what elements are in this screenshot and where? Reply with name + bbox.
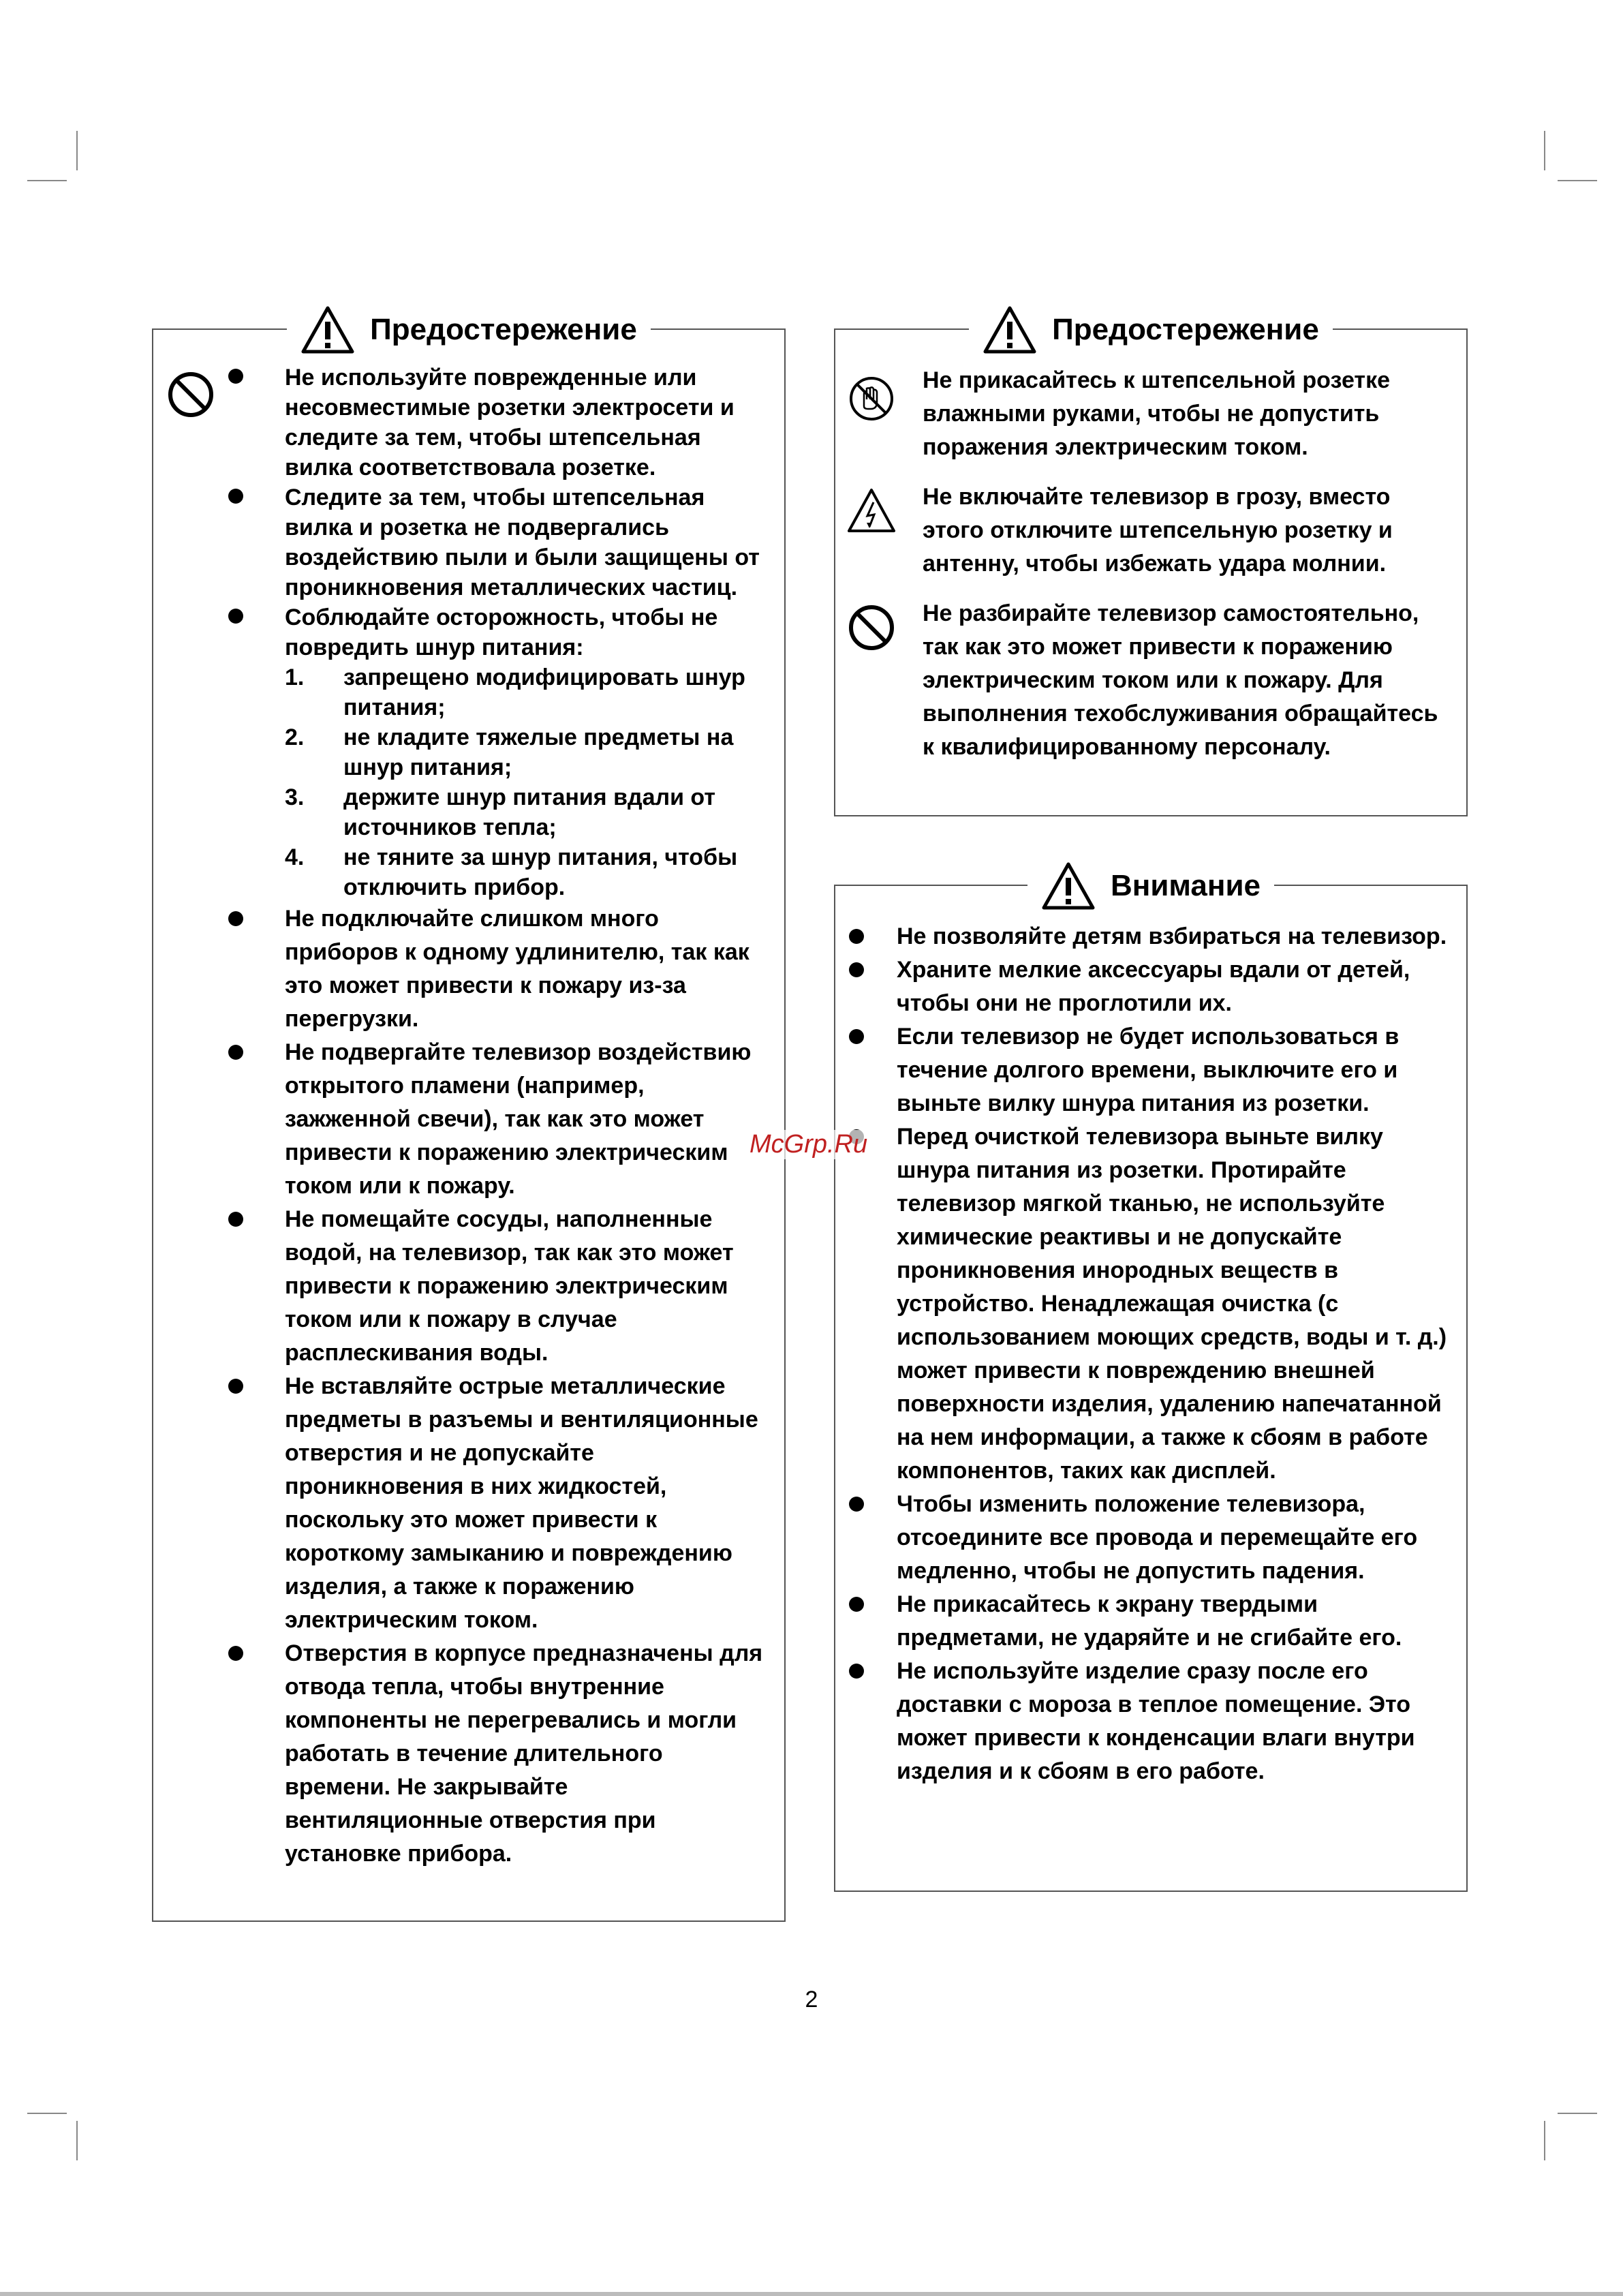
bullet-icon xyxy=(228,1379,243,1394)
list-item: Не прикасайтесь к штепсельной розетке влажными руками, чтобы не допустить поражения электрическим током. xyxy=(835,364,1466,464)
sub-item: 2. не кладите тяжелые предметы на шнур питания; xyxy=(285,724,734,780)
crop-mark xyxy=(76,131,78,170)
crop-mark xyxy=(27,2113,67,2114)
list-item: Перед очисткой телевизора выньте вилку шнура питания из розетки. Протирайте телевизор мягкой тканью, не используйте химические реактивы и не допускайте проникновения инородных веществ в устройство. Ненадлежащая очистка (с использованием моющих средств, воды и т. д.) может привести к повреждению внешней поверхности изделия, удалению напечатанной на нем информации, а также к сбоям в работе компонентов, таких как дисплей. xyxy=(835,1120,1466,1488)
crop-mark xyxy=(1544,131,1545,170)
right-caution-box xyxy=(834,313,1468,816)
bullet-icon xyxy=(228,609,243,624)
right-caution-list xyxy=(835,364,1466,764)
sub-item: 3. держите шнур питания вдали от источников тепла; xyxy=(285,784,716,840)
bullet-icon xyxy=(849,1497,864,1512)
right-caution-title xyxy=(835,300,1466,360)
list-item: Храните мелкие аксессуары вдали от детей, чтобы они не проглотили их. xyxy=(835,953,1466,1020)
lightning-warning-icon xyxy=(846,487,897,534)
list-item: Не используйте поврежденные или несовместимые розетки электросети и следите за тем, чтобы штепсельная вилка соответствовала розетке. xyxy=(153,363,784,483)
list-item: Не подвергайте телевизор воздействию открытого пламени (например, зажженной свечи), так как это может привести к поражению электрическим током или к пожару. xyxy=(153,1036,784,1203)
list-item: Не разбирайте телевизор самостоятельно, так как это может привести к поражению электрическим током или к пожару. Для выполнения техобслуживания обращайтесь к квалифицированному персоналу. xyxy=(835,597,1466,764)
attention-list xyxy=(835,920,1466,1788)
page-number: 2 xyxy=(805,1987,818,2012)
crop-mark xyxy=(76,2121,78,2160)
attention-box xyxy=(834,869,1468,1892)
warning-triangle-icon xyxy=(983,305,1037,354)
list-item: Не вставляйте острые металлические предметы в разъемы и вентиляционные отверстия и не допускайте проникновения в них жидкостей, поскольку это может привести к короткому замыканию и повреждению изделия, а также к поражению электрическим током. xyxy=(153,1370,784,1637)
left-caution-box xyxy=(152,313,786,1922)
crop-mark xyxy=(27,180,67,181)
right-caution-label: Предостережение xyxy=(1052,313,1319,346)
list-item: Не подключайте слишком много приборов к одному удлинителю, так как это может привести к пожару из-за перегрузки. xyxy=(153,902,784,1036)
left-caution-list xyxy=(153,363,784,1871)
bullet-icon xyxy=(228,369,243,384)
list-item: Если телевизор не будет использоваться в течение долгого времени, выключите его и выньте вилку шнура питания из розетки. xyxy=(835,1020,1466,1120)
list-item: Не помещайте сосуды, наполненные водой, на телевизор, так как это может привести к поражению электрическим током или к пожару в случае расплескивания воды. xyxy=(153,1203,784,1370)
prohibited-icon xyxy=(848,604,895,652)
left-caution-label: Предостережение xyxy=(370,313,637,346)
list-item: Чтобы изменить положение телевизора, отсоедините все провода и перемещайте его медленно, чтобы не допустить падения. xyxy=(835,1488,1466,1588)
bullet-icon xyxy=(849,1029,864,1044)
list-item: Не прикасайтесь к экрану твердыми предметами, не ударяйте и не сгибайте его. xyxy=(835,1588,1466,1655)
list-item: Следите за тем, чтобы штепсельная вилка и розетка не подвергались воздействию пыли и были защищены от проникновения металлических частиц. xyxy=(153,483,784,602)
sub-item: 1. запрещено модифицировать шнур питания; xyxy=(285,664,745,720)
attention-title xyxy=(835,856,1466,916)
bullet-icon xyxy=(849,1597,864,1612)
bullet-icon xyxy=(228,1646,243,1661)
list-item: Не позволяйте детям взбираться на телевизор. xyxy=(835,920,1466,953)
list-item: Не используйте изделие сразу после его доставки с мороза в теплое помещение. Это может привести к конденсации влаги внутри изделия и к сбоям в его работе. xyxy=(835,1655,1466,1788)
crop-mark xyxy=(1558,2113,1597,2114)
sub-item: 4. не тяните за шнур питания, чтобы отключить прибор. xyxy=(285,844,738,900)
bullet-icon xyxy=(849,1664,864,1679)
warning-triangle-icon xyxy=(300,305,355,354)
bullet-icon xyxy=(849,962,864,977)
bullet-icon xyxy=(849,929,864,944)
crop-mark xyxy=(1558,180,1597,181)
list-item: Не включайте телевизор в грозу, вместо этого отключите штепсельную розетку и антенну, чтобы избежать удара молнии. xyxy=(835,480,1466,581)
attention-label: Внимание xyxy=(1111,869,1261,902)
bullet-icon xyxy=(228,911,243,926)
bottom-border xyxy=(0,2292,1623,2296)
bullet-icon xyxy=(228,489,243,504)
wet-hands-prohibited-icon xyxy=(848,375,895,423)
bullet-icon xyxy=(228,1045,243,1060)
crop-mark xyxy=(1544,2121,1545,2160)
bullet-icon xyxy=(228,1212,243,1227)
list-item: Отверстия в корпусе предназначены для отвода тепла, чтобы внутренние компоненты не перегревались и могли работать в течение длительного времени. Не закрывайте вентиляционные отверстия при установке прибора. xyxy=(153,1637,784,1871)
watermark: McGrp.Ru xyxy=(747,1130,870,1159)
list-item: Соблюдайте осторожность, чтобы не повредить шнур питания: 1. запрещено модифицировать шнур питания; 2. не кладите тяжелые предметы на шнур питания; 3. держите шнур питания вдали от источников тепла; 4. не тяните за шнур питания, чтобы отключить прибор. xyxy=(153,602,784,902)
left-caution-title xyxy=(153,300,784,360)
warning-triangle-icon xyxy=(1041,861,1096,910)
